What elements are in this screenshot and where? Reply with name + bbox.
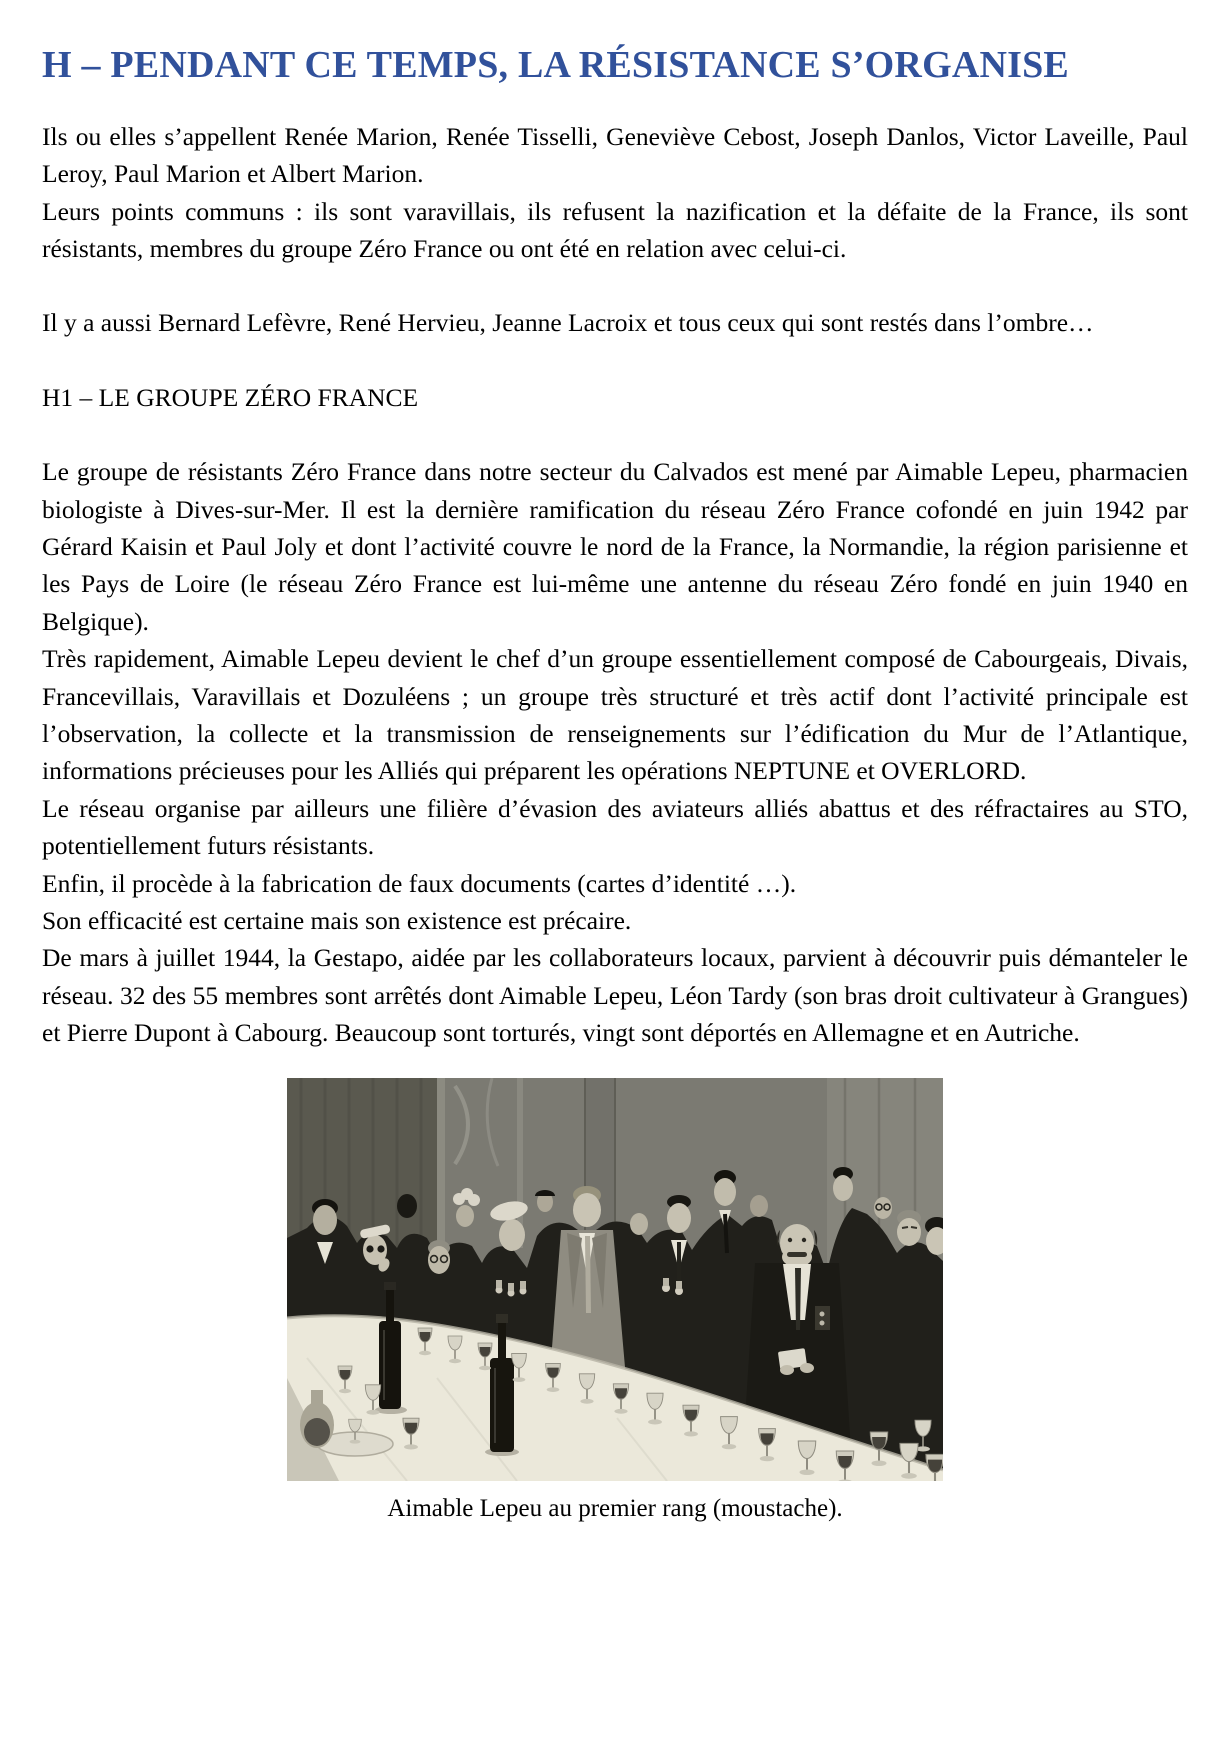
paragraph-group-activity: Très rapidement, Aimable Lepeu devient le chef d’un groupe essentiellement composé de Cabourgeais, Divais, Francevillais, Varavillais et Dozuléens ; un groupe très structuré et très actif dont l’activité principale est l’observation, la collecte et la transmission de renseignements sur l’édification du Mur de l’Atlantique, informations précieuses pour les Alliés qui préparent les opérations NEPTUNE et OVERLORD.	[42, 644, 1188, 786]
blank-line	[42, 267, 1188, 304]
paragraph-others-in-shadow: Il y a aussi Bernard Lefèvre, René Hervieu, Jeanne Lacroix et tous ceux qui sont restés dans l’ombre…	[42, 308, 1094, 338]
paragraph-escape-network: Le réseau organise par ailleurs une filière d’évasion des aviateurs alliés abattus et des réfractaires au STO, potentiellement futurs résistants.	[42, 793, 1188, 861]
blank-line	[42, 342, 1188, 379]
paragraph-efficiency: Son efficacité est certaine mais son existence est précaire.	[42, 906, 632, 935]
paragraph-false-documents: Enfin, il procède à la fabrication de faux documents (cartes d’identité …).	[42, 868, 797, 898]
paragraph-common-points: Leurs points communs : ils sont varavillais, ils refusent la nazification et la défaite de la France, ils sont résistants, membres du groupe Zéro France ou ont été en relation avec celui-ci.	[42, 196, 1188, 263]
photo-caption: Aimable Lepeu au premier rang (moustache).	[387, 1494, 843, 1522]
paragraph-gestapo-arrests: De mars à juillet 1944, la Gestapo, aidée par les collaborateurs locaux, parvient à découvrir puis démanteler le réseau. 32 des 55 membres sont arrêtés dont Aimable Lepeu, Léon Tardy (son bras droit cultivateur à Grangues) et Pierre Dupont à Cabourg. Beaucoup sont torturés, vingt sont déportés en Allemagne et en Autriche.	[42, 943, 1188, 1048]
blank-line	[42, 416, 1188, 453]
subsection-heading: H1 – LE GROUPE ZÉRO FRANCE	[42, 382, 419, 412]
group-photo-illustration	[287, 1078, 943, 1481]
page-title: H – PENDANT CE TEMPS, LA RÉSISTANCE S’ORGANISE	[42, 44, 1069, 86]
paragraph-names: Ils ou elles s’appellent Renée Marion, Renée Tisselli, Geneviève Cebost, Joseph Danlos, Victor Laveille, Paul Leroy, Paul Marion et Albert Marion.	[42, 121, 1188, 189]
paragraph-group-origin: Le groupe de résistants Zéro France dans notre secteur du Calvados est mené par Aimable Lepeu, pharmacien biologiste à Dives-sur-Mer. Il est la dernière ramification du réseau Zéro France cofondé en juin 1942 par Gérard Kaisin et Paul Joly et dont l’activité couvre le nord de la France, la Normandie, la région parisienne et les Pays de Loire (le réseau Zéro France est lui-même une antenne du réseau Zéro fondé en juin 1940 en Belgique).	[42, 457, 1188, 636]
group-photo	[287, 1078, 943, 1524]
